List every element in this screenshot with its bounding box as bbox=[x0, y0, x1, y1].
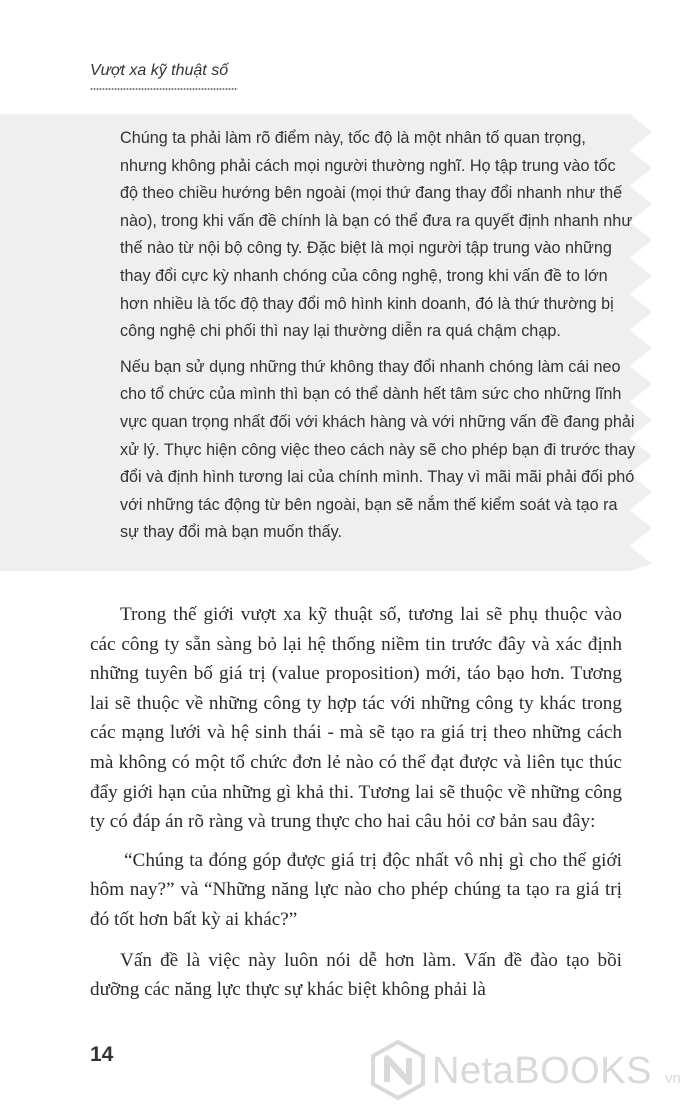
header-dotted-rule bbox=[90, 87, 238, 91]
highlight-paragraph-2: Nếu bạn sử dụng những thứ không thay đổi nhanh chóng làm cái neo cho tổ chức của mình thì bạn có thể dành hết tâm sức cho những lĩnh vực quan trọng nhất đối với khách hàng và với những vấn đề đang phải xử lý. Thực hiện công việc theo cách này sẽ cho phép bạn đi trước thay đổi và định hình tương lai của chính mình. Thay vì mãi mãi phải đối phó với những tác động từ bên ngoài, bạn sẽ nắm thế kiểm soát và tạo ra sự thay đổi mà bạn muốn thấy. bbox=[120, 357, 636, 542]
netabooks-logo-icon bbox=[370, 1040, 426, 1100]
watermark bbox=[370, 1040, 695, 1100]
running-header-title: Vượt xa kỹ thuật số bbox=[90, 62, 229, 79]
page-number: 14 bbox=[90, 1043, 114, 1066]
body-paragraph-3: Vấn đề là việc này luôn nói dễ hơn làm. Vấn đề đào tạo bồi dưỡng các năng lực thực sự khác biệt không phải là bbox=[90, 949, 622, 1001]
watermark-suffix: vn bbox=[665, 1070, 681, 1087]
highlight-paragraph-1: Chúng ta phải làm rõ điểm này, tốc độ là một nhân tố quan trọng, nhưng không phải cách mọi người thường nghĩ. Họ tập trung vào tốc độ theo chiều hướng bên ngoài (mọi thứ đang thay đổi nhanh như thế nào), trong khi vấn đề chính là bạn có thể đưa ra quyết định nhanh như thế nào từ nội bộ công ty. Đặc biệt là mọi người tập trung vào những thay đổi cực kỳ nhanh chóng của công nghệ, trong khi vấn đề to lớn hơn nhiều là tốc độ thay đổi mô hình kinh doanh, đó là thứ thường bị công nghệ chi phối thì nay lại thường diễn ra quá chậm chạp. bbox=[120, 129, 633, 341]
body-paragraph-quote: “Chúng ta đóng góp được giá trị độc nhất vô nhị gì cho thế giới hôm nay?” và “Những năng lực nào cho phép chúng ta tạo ra giá trị đó tốt hơn bất kỳ ai khác?” bbox=[90, 849, 622, 930]
watermark-text: NetaBOOKS bbox=[432, 1050, 652, 1092]
body-text bbox=[90, 600, 622, 1014]
body-paragraph-1: Trong thế giới vượt xa kỹ thuật số, tương lai sẽ phụ thuộc vào các công ty sẵn sàng bỏ lại hệ thống niềm tin trước đây và xác định những tuyên bố giá trị (value proposition) mới, táo bạo hơn. Tương lai sẽ thuộc về những công ty hợp tác với những công ty khác trong các mạng lưới và hệ sinh thái - mà sẽ tạo ra giá trị theo những cách mà không có một tổ chức đơn lẻ nào có thể đạt được và liên tục thúc đẩy giới hạn của những gì khả thi. Tương lai sẽ thuộc về những công ty có đáp án rõ ràng và trung thực cho hai câu hỏi cơ bản sau đây: bbox=[90, 604, 622, 833]
highlight-box bbox=[120, 125, 636, 555]
